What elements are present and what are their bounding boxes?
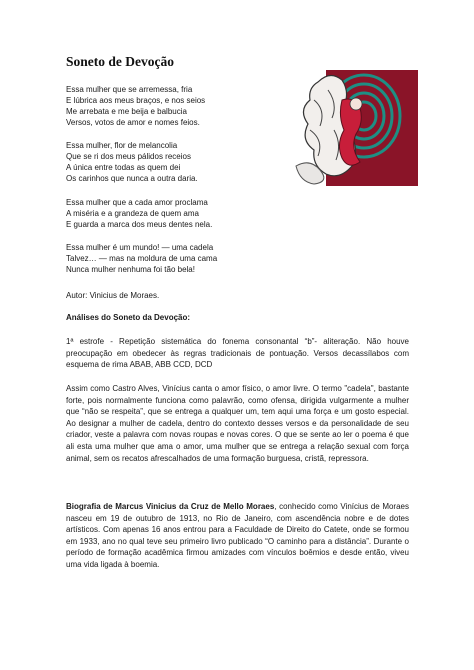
verse-line: Que se ri dos meus pálidos receios bbox=[66, 152, 191, 161]
stanza-2 bbox=[66, 140, 198, 184]
stanza-3 bbox=[66, 197, 212, 230]
stanza-1 bbox=[66, 84, 205, 128]
biography-name: Biografia de Marcus Vinicius da Cruz de Mello Moraes bbox=[66, 502, 275, 511]
verse-line: Os carinhos que nunca a outra daria. bbox=[66, 174, 198, 183]
verse-line: A única entre todas as quem dei bbox=[66, 163, 181, 172]
verse-line: A miséria e a grandeza de quem ama bbox=[66, 209, 199, 218]
verse-line: Essa mulher é um mundo! — uma cadela bbox=[66, 243, 214, 252]
verse-line: Nunca mulher nenhuma foi tão bela! bbox=[66, 265, 195, 274]
verse-line: Essa mulher que se arremessa, fria bbox=[66, 85, 193, 94]
stanza-4 bbox=[66, 242, 217, 275]
biography-paragraph bbox=[66, 501, 409, 571]
analysis-paragraph-1: 1ª estrofe - Repetição sistemática do fonema consonantal “b”- aliteração. Não houve preocupação em obedecer às regras tradicionais de pontuação. Versos decassílabos com esquema de rima ABAB, ABB CCD, DCD bbox=[66, 337, 409, 370]
poem-author: Autor: Vinicius de Moraes. bbox=[66, 291, 160, 300]
biography-text: , conhecido como Vinícius de Moraes nasceu em 19 de outubro de 1913, no Rio de Janeiro, com ascendência nobre e de dotes artísticos. Com apenas 16 anos entrou para a Faculdade de Direito do Catete, onde se formou em 1933, ano no qual teve seu primeiro livro publicado “O caminho para a distância”. Durante o período de formação acadêmica firmou amizades com vínculos boêmios e desde então, viveu uma vida ligada à boemia. bbox=[66, 502, 409, 569]
analysis-paragraph-2: Assim como Castro Alves, Vinícius canta o amor físico, o amor livre. O termo "cadela", bastante forte, pois normalmente funciona como palavrão, como ofensa, dirigida vulgarmente a mulher que “não se respeita”, que se entrega a qualquer um, tem aqui uma força e um gosto especial. Ao designar a mulher de cadela, dentro do contexto desses versos e da personalidade de seu criador, veste a palavra com novas roupas e novas cores. O que se sente ao ler o poema é que ali esta uma mulher que ama o amor, uma mulher que se entrega a relação sexual com força animal, sem os recatos afrescalhados de uma formação burguesa, cristã, repressora. bbox=[66, 384, 409, 463]
page-title: Soneto de Devoção bbox=[66, 54, 174, 69]
verse-line: Talvez… — mas na moldura de uma cama bbox=[66, 254, 218, 263]
analysis-heading: Análises do Soneto da Devoção: bbox=[66, 313, 191, 322]
illustration-image bbox=[290, 70, 418, 186]
verse-line: Me arrebata e me beija e balbucia bbox=[66, 107, 187, 116]
verse-line: Essa mulher, flor de melancolia bbox=[66, 141, 178, 150]
verse-line: E guarda a marca dos meus dentes nela. bbox=[66, 220, 213, 229]
verse-line: E lúbrica aos meus braços, e nos seios bbox=[66, 96, 206, 105]
verse-line: Versos, votos de amor e nomes feios. bbox=[66, 118, 200, 127]
verse-line: Essa mulher que a cada amor proclama bbox=[66, 198, 208, 207]
